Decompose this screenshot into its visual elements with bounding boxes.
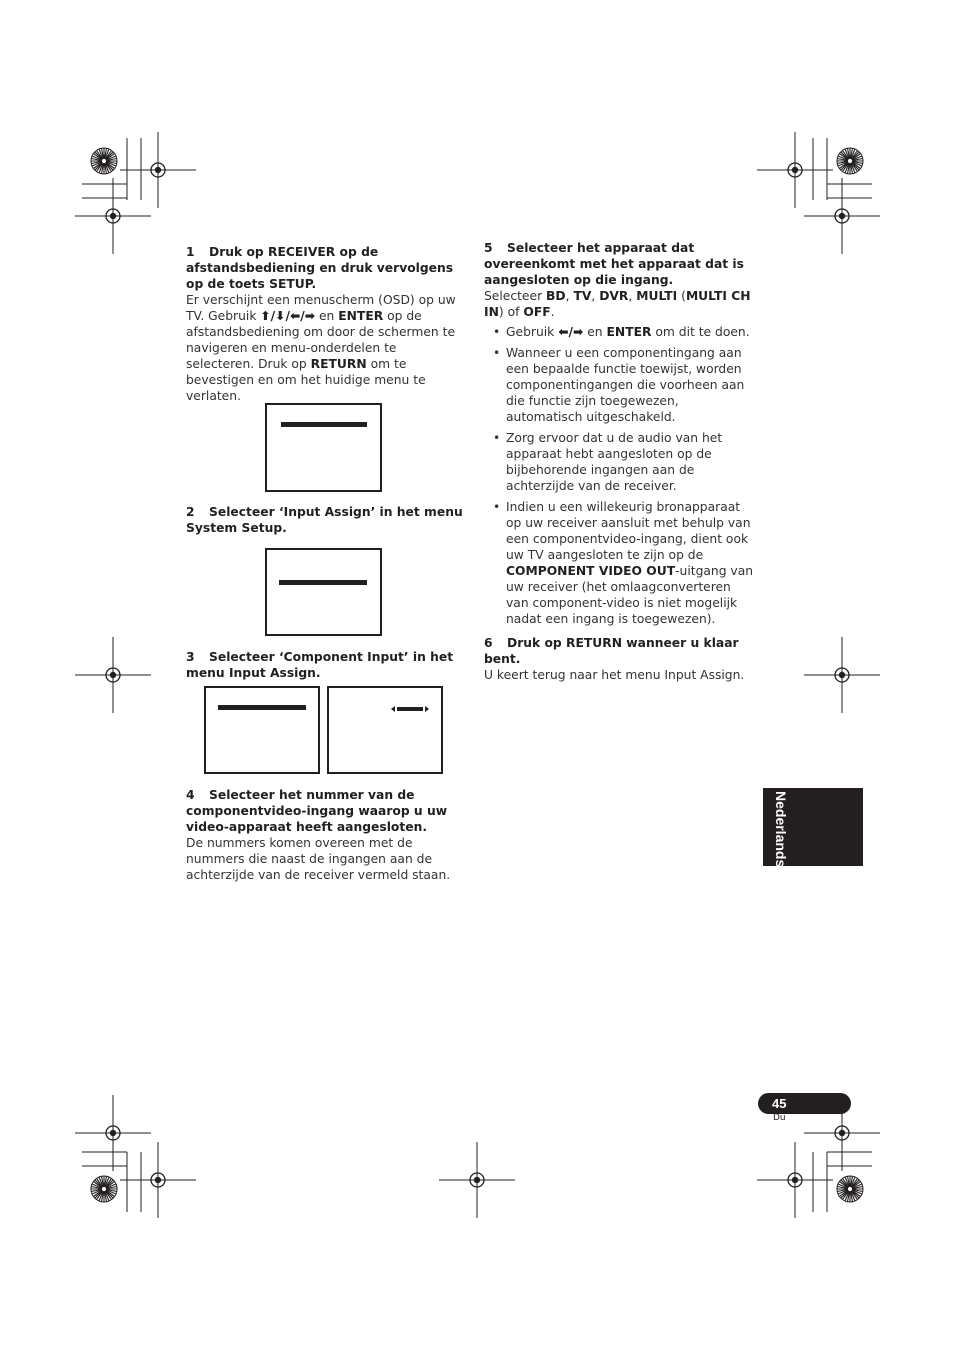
step-4-body: De nummers komen overeen met de nummers die naast de ingangen aan de achterzijde van de receiver vermeld staan. bbox=[186, 836, 451, 882]
step-5-body: Selecteer BD, TV, DVR, MULTI (MULTI CH IN) of OFF. bbox=[484, 289, 751, 319]
arrow-keys-icon: ⬆/⬇/⬅/➡ bbox=[260, 309, 316, 323]
step-3-heading: 3 Selecteer ‘Component Input’ in het menu Input Assign. bbox=[186, 650, 454, 680]
step-1-heading: 1 Druk op RECEIVER op de afstandsbediening en druk vervolgens op de toets SETUP. bbox=[186, 245, 454, 291]
menu-highlight-bar bbox=[281, 422, 367, 427]
step-5-notes bbox=[484, 324, 756, 627]
step-4-heading: 4 Selecteer het nummer van de componentvideo-ingang waarop u uw video-apparaat heeft aangesloten. bbox=[186, 788, 448, 834]
step-6-heading: 6 Druk op RETURN wanneer u klaar bent. bbox=[484, 636, 739, 666]
language-tab-label: Nederlands bbox=[773, 791, 789, 868]
step-1-body: Er verschijnt een menuscherm (OSD) op uw TV. Gebruik ⬆/⬇/⬅/➡ en ENTER op de afstandsbediening om door de schermen te navigeren en menu-onderdelen te selecteren. Druk op RETURN om te bevestigen en om het huidige menu te verlaten. bbox=[186, 293, 456, 403]
osd-screen-2 bbox=[265, 548, 382, 636]
list-item: • Wanneer u een componentingang aan een bepaalde functie toewijst, worden componentingangen die voorheen aan die functie zijn toegewezen, automatisch uitgeschakeld. bbox=[484, 345, 756, 425]
left-right-arrows-icon: ⬅/➡ bbox=[558, 325, 584, 339]
page-number: 45 bbox=[758, 1093, 851, 1114]
language-tab bbox=[763, 788, 863, 866]
menu-highlight-bar bbox=[218, 705, 306, 710]
page-language-code: Du bbox=[773, 1113, 786, 1123]
list-item: • Zorg ervoor dat u de audio van het apparaat hebt aangesloten op de bijbehorende ingangen aan de achterzijde van de receiver. bbox=[484, 430, 756, 494]
right-column bbox=[484, 240, 756, 683]
osd-screen-3a bbox=[204, 686, 320, 774]
osd-screen-1 bbox=[265, 403, 382, 492]
step-6-body: U keert terug naar het menu Input Assign. bbox=[484, 668, 745, 682]
osd-screen-3b bbox=[327, 686, 443, 774]
selector-arrows-icon bbox=[391, 705, 431, 713]
left-column bbox=[186, 244, 464, 404]
list-item: • Indien u een willekeurig bronapparaat op uw receiver aansluit met behulp van een componentvideo-ingang, dient ook uw TV aangesloten te zijn op de COMPONENT VIDEO OUT-uitgang van uw receiver (het omlaagconverteren van component-video is niet mogelijk nadat een ingang is toegewezen). bbox=[484, 499, 756, 627]
step-5-heading: 5 Selecteer het apparaat dat overeenkomt met het apparaat dat is aangesloten op die ingang. bbox=[484, 241, 744, 287]
step-2-heading: 2 Selecteer ‘Input Assign’ in het menu System Setup. bbox=[186, 505, 463, 535]
step-2 bbox=[186, 504, 464, 536]
step-4 bbox=[186, 787, 464, 883]
list-item: • Gebruik ⬅/➡ en ENTER om dit te doen. bbox=[484, 324, 756, 340]
menu-highlight-bar bbox=[279, 580, 367, 585]
step-3 bbox=[186, 649, 464, 681]
